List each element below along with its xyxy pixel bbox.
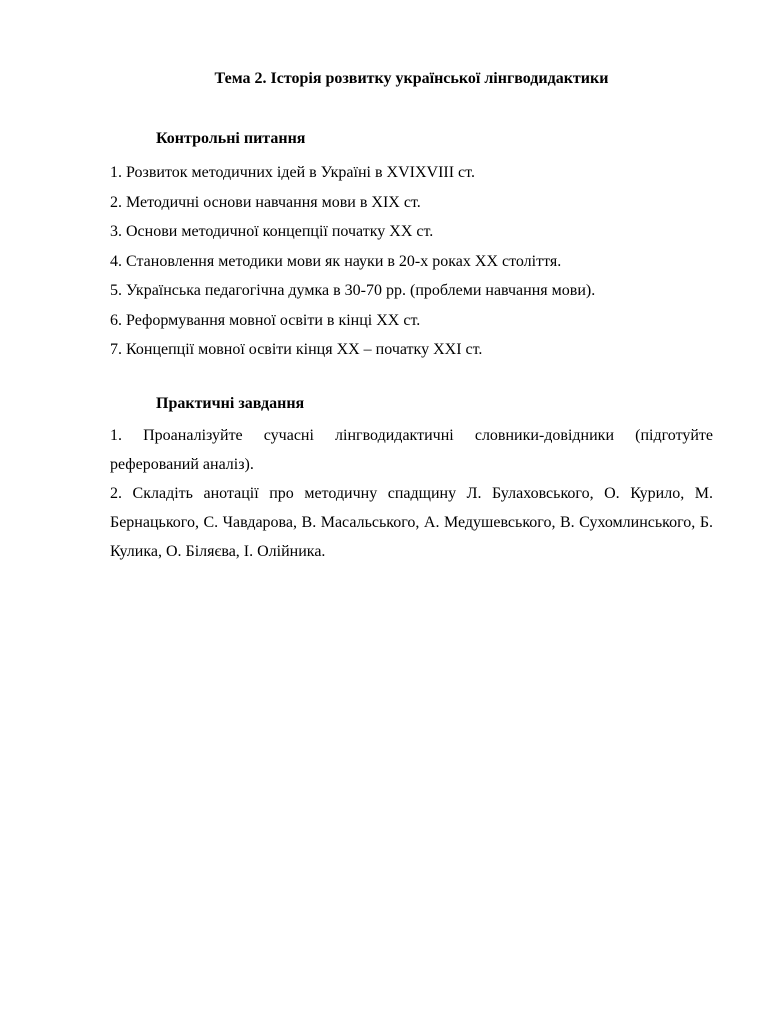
control-questions-list	[110, 158, 713, 365]
list-item: 4. Становлення методики мови як науки в 20-х роках XX століття.	[110, 252, 562, 270]
control-questions-heading: Контрольні питання	[156, 130, 306, 147]
practical-tasks-list	[110, 421, 713, 566]
list-item: 1. Розвиток методичних ідей в Україні в XVIXVIII ст.	[110, 164, 475, 181]
practical-tasks-heading: Практичні завдання	[156, 395, 305, 412]
document-title: Тема 2. Історія розвитку української лінгводидактики	[214, 70, 609, 87]
list-item: 5. Українська педагогічна думка в 30-70 рр. (проблеми навчання мови).	[110, 282, 596, 299]
list-item: 3. Основи методичної концепції початку XX ст.	[110, 223, 434, 240]
list-item: 2. Методичні основи навчання мови в XIX ст.	[110, 193, 421, 211]
list-item: 7. Концепції мовної освіти кінця XX – початку XXI ст.	[110, 341, 483, 358]
list-item: 6. Реформування мовної освіти в кінці XX ст.	[110, 311, 421, 329]
list-item: 1. Проаналізуйте сучасні лінгводидактичні словники-довідники (підготуйте реферований аналіз).	[110, 427, 713, 473]
list-item: 2. Складіть анотації про методичну спадщину Л. Булаховського, О. Курило, М. Бернацького, С. Чавдарова, В. Масальського, А. Медушевського, В. Сухомлинського, Б. Кулика, О. Біляєва, І. Олійника.	[110, 485, 713, 560]
